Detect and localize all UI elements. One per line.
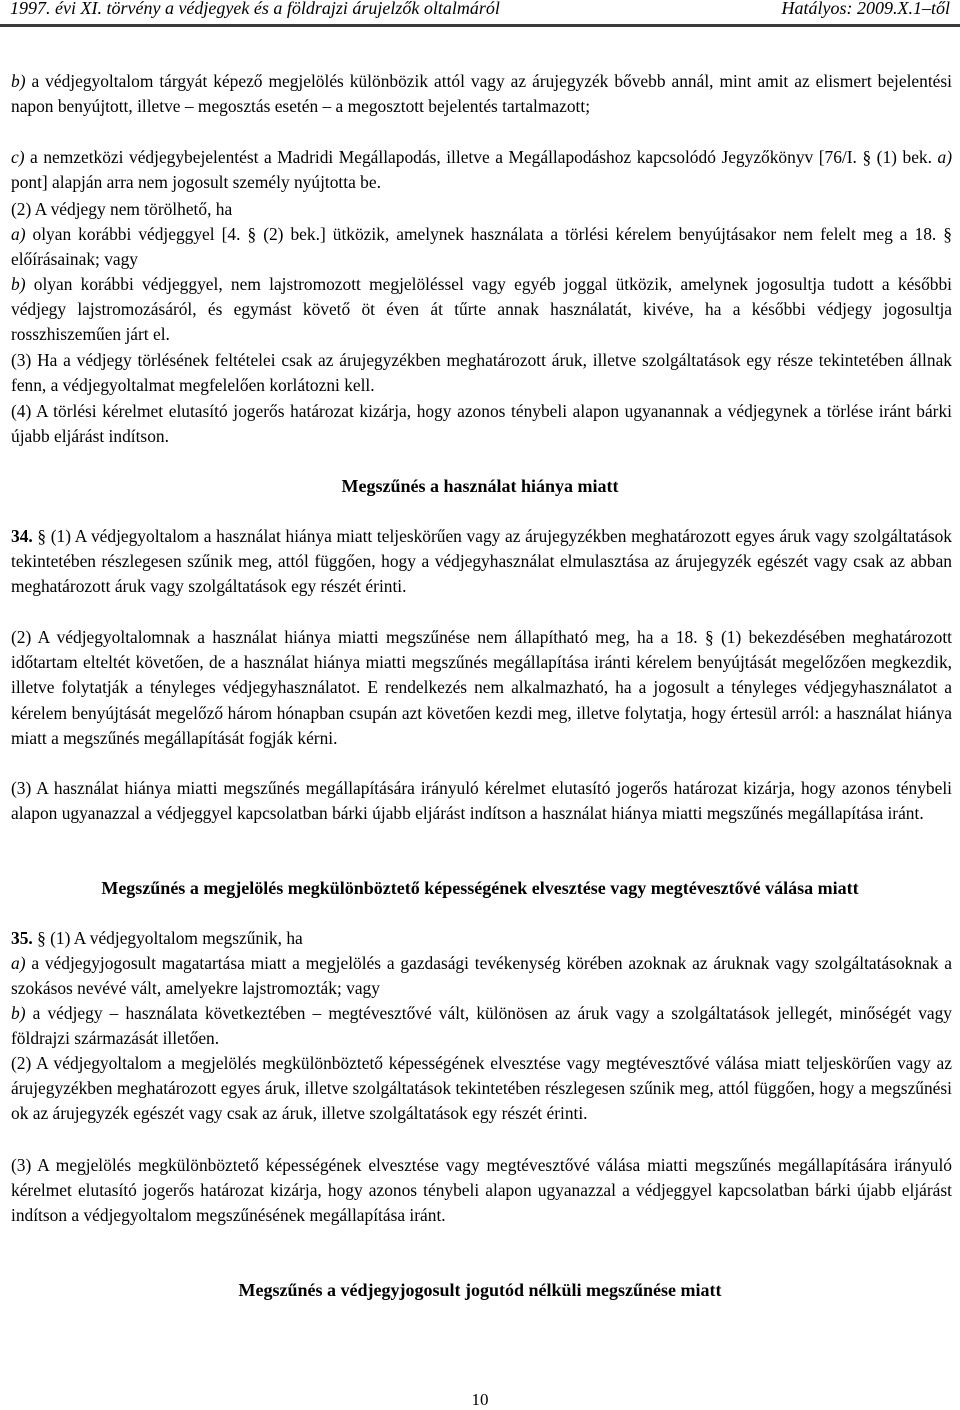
page-header [0,0,960,27]
section-3: (3) Ha a védjegy törlésének feltételei csak az árujegyzékben meghatározott áruk, illetve szolgáltatások egy része tekintetében állnak fenn, a védjegyoltalmat megfelelően korlátozni kell. [11,350,952,396]
section-2-b-text: olyan korábbi védjeggyel, nem lajstromozott megjelöléssel vagy egyéb joggal ütközik, amelynek jogosultja tudott a későbbi védjegy lajstromozásáról, és egymást követő öt éven át tűrte annak használatát, kivéve, ha a későbbi védjegy jogosultja rosszhiszeműen járt el. [11,274,952,345]
section-2-b-label: b) [11,274,26,294]
section-2-a-text: olyan korábbi védjeggyel [4. § (2) bek.] ütközik, amelynek használata a törlési kérelem benyújtásakor nem felelt meg a 18. § előírásainak; vagy [11,224,952,270]
article-35-1-b-label: b) [11,1003,26,1023]
point-b-text: a védjegyoltalom tárgyát képező megjelölés különbözik attól vagy az árujegyzék bővebb annál, mint amit az elismert bejelentési napon benyújtott, illetve – megosztás esetén – a megosztott bejelentés tartalmazott; [11,71,952,117]
article-35-2: (2) A védjegyoltalom a megjelölés megkülönböztető képességének elvesztése vagy megtévesztővé válása miatt teljeskörűen vagy az árujegyzékben meghatározott egyes áruk, illetve szolgáltatások tekintetében részlegesen szűnik meg, attól függően, hogy a megszűnési ok az árujegyzék egészét vagy csak az áruk, illetve szolgáltatások egy részét érinti. [11,1053,952,1124]
heading-successor: Megszűnés a védjegyjogosult jogutód nélküli megszűnése miatt [238,1280,722,1300]
point-b-label: b) [11,71,26,91]
article-35-1-a [11,951,952,1001]
article-35-1-text: § (1) A védjegyoltalom megszűnik, ha [32,928,303,948]
article-34-1-text: § (1) A védjegyoltalom a használat hiánya miatt teljeskörűen vagy az árujegyzékben meghatározott egyes áruk vagy szolgáltatások tekintetében részlegesen szűnik meg, attól függően, hogy a védjegyhasználat elmulasztása az árujegyzék egészét vagy csak az abban meghatározott áruk vagy szolgáltatások egy részét érinti. [11,526,952,597]
page-number: 10 [471,1390,489,1409]
article-34-2: (2) A védjegyoltalomnak a használat hiánya miatti megszűnése nem állapítható meg, ha a 18. § (1) bekezdésében meghatározott időtartam elteltét követően, de a használat hiánya miatti megszűnés megállapítása iránti kérelem benyújtását megelőzően megkezdik, illetve folytatják a tényleges védjegyhasználatot. E rendelkezés nem alkalmazható, ha a jogosult a tényleges védjegyhasználatot a kérelem benyújtását megelőző három hónapban csupán azt követően kezdi meg, illetve folytatja, hogy értesül arról: a használat hiánya miatt a megszűnés megállapítását fogják kérni. [11,627,952,748]
point-b [11,69,952,119]
article-34-3: (3) A használat hiánya miatti megszűnés megállapítására irányuló kérelmet elutasító jogerős határozat kizárja, hogy azonos ténybeli alapon ugyanazzal a védjeggyel kapcsolatban bárki újabb eljárást indítson a használat hiánya miatti megszűnés megállapítása iránt. [11,778,952,824]
section-4: (4) A törlési kérelmet elutasító jogerős határozat kizárja, hogy azonos ténybeli alapon ugyanannak a védjegynek a törlése iránt bárki újabb eljárást indítson. [11,401,952,447]
heading-distinctiveness: Megszűnés a megjelölés megkülönböztető képességének elvesztése vagy megtévesztővé válása miatt [101,878,859,898]
article-34-1 [11,524,952,600]
article-35-1-b [11,1001,952,1051]
article-35-1-a-text: a védjegyjogosult magatartása miatt a megjelölés a gazdasági tevékenység körében azoknak az áruknak vagy szolgáltatásoknak a szokásos nevévé vált, amelyekre lajstromozták; vagy [11,953,952,999]
article-35-number: 35. [11,928,33,948]
point-c [11,145,952,195]
section-2-a [11,222,952,272]
header-title: 1997. évi XI. törvény a védjegyek és a földrajzi árujelzők oltalmáról [10,0,500,18]
section-2-a-label: a) [11,224,26,244]
header-effective-date: Hatályos: 2009.X.1–től [781,0,950,18]
point-c-label: c) [11,147,25,167]
article-35-1-a-label: a) [11,953,26,973]
section-2-b [11,272,952,348]
article-35-3: (3) A megjelölés megkülönböztető képességének elvesztése vagy megtévesztővé válása miatti megszűnés megállapítására irányuló kérelmet elutasító jogerős határozat kizárja, hogy azonos ténybeli alapon ugyanazzal a védjeggyel kapcsolatban bárki újabb eljárást indítson a védjegyoltalom megszűnésének megállapítása iránt. [11,1155,952,1226]
heading-non-use: Megszűnés a használat hiánya miatt [341,476,619,496]
point-c-text-1: a nemzetközi védjegybejelentést a Madridi Megállapodás, illetve a Megállapodáshoz kapcsolódó Jegyzőkönyv [76/I. § (1) bek. [24,147,938,167]
section-2-intro: (2) A védjegy nem törölhető, ha [11,199,233,219]
article-35-1 [11,926,952,951]
point-c-text-2: pont] alapján arra nem jogosult személy nyújtotta be. [11,172,381,193]
article-34-number: 34. [11,526,33,546]
point-c-ref: a) [937,147,952,167]
article-35-1-b-text: a védjegy – használata következtében – megtévesztővé vált, különösen az áruk vagy a szolgáltatások jellegét, minőségét vagy földrajzi származását illetően. [11,1003,952,1049]
